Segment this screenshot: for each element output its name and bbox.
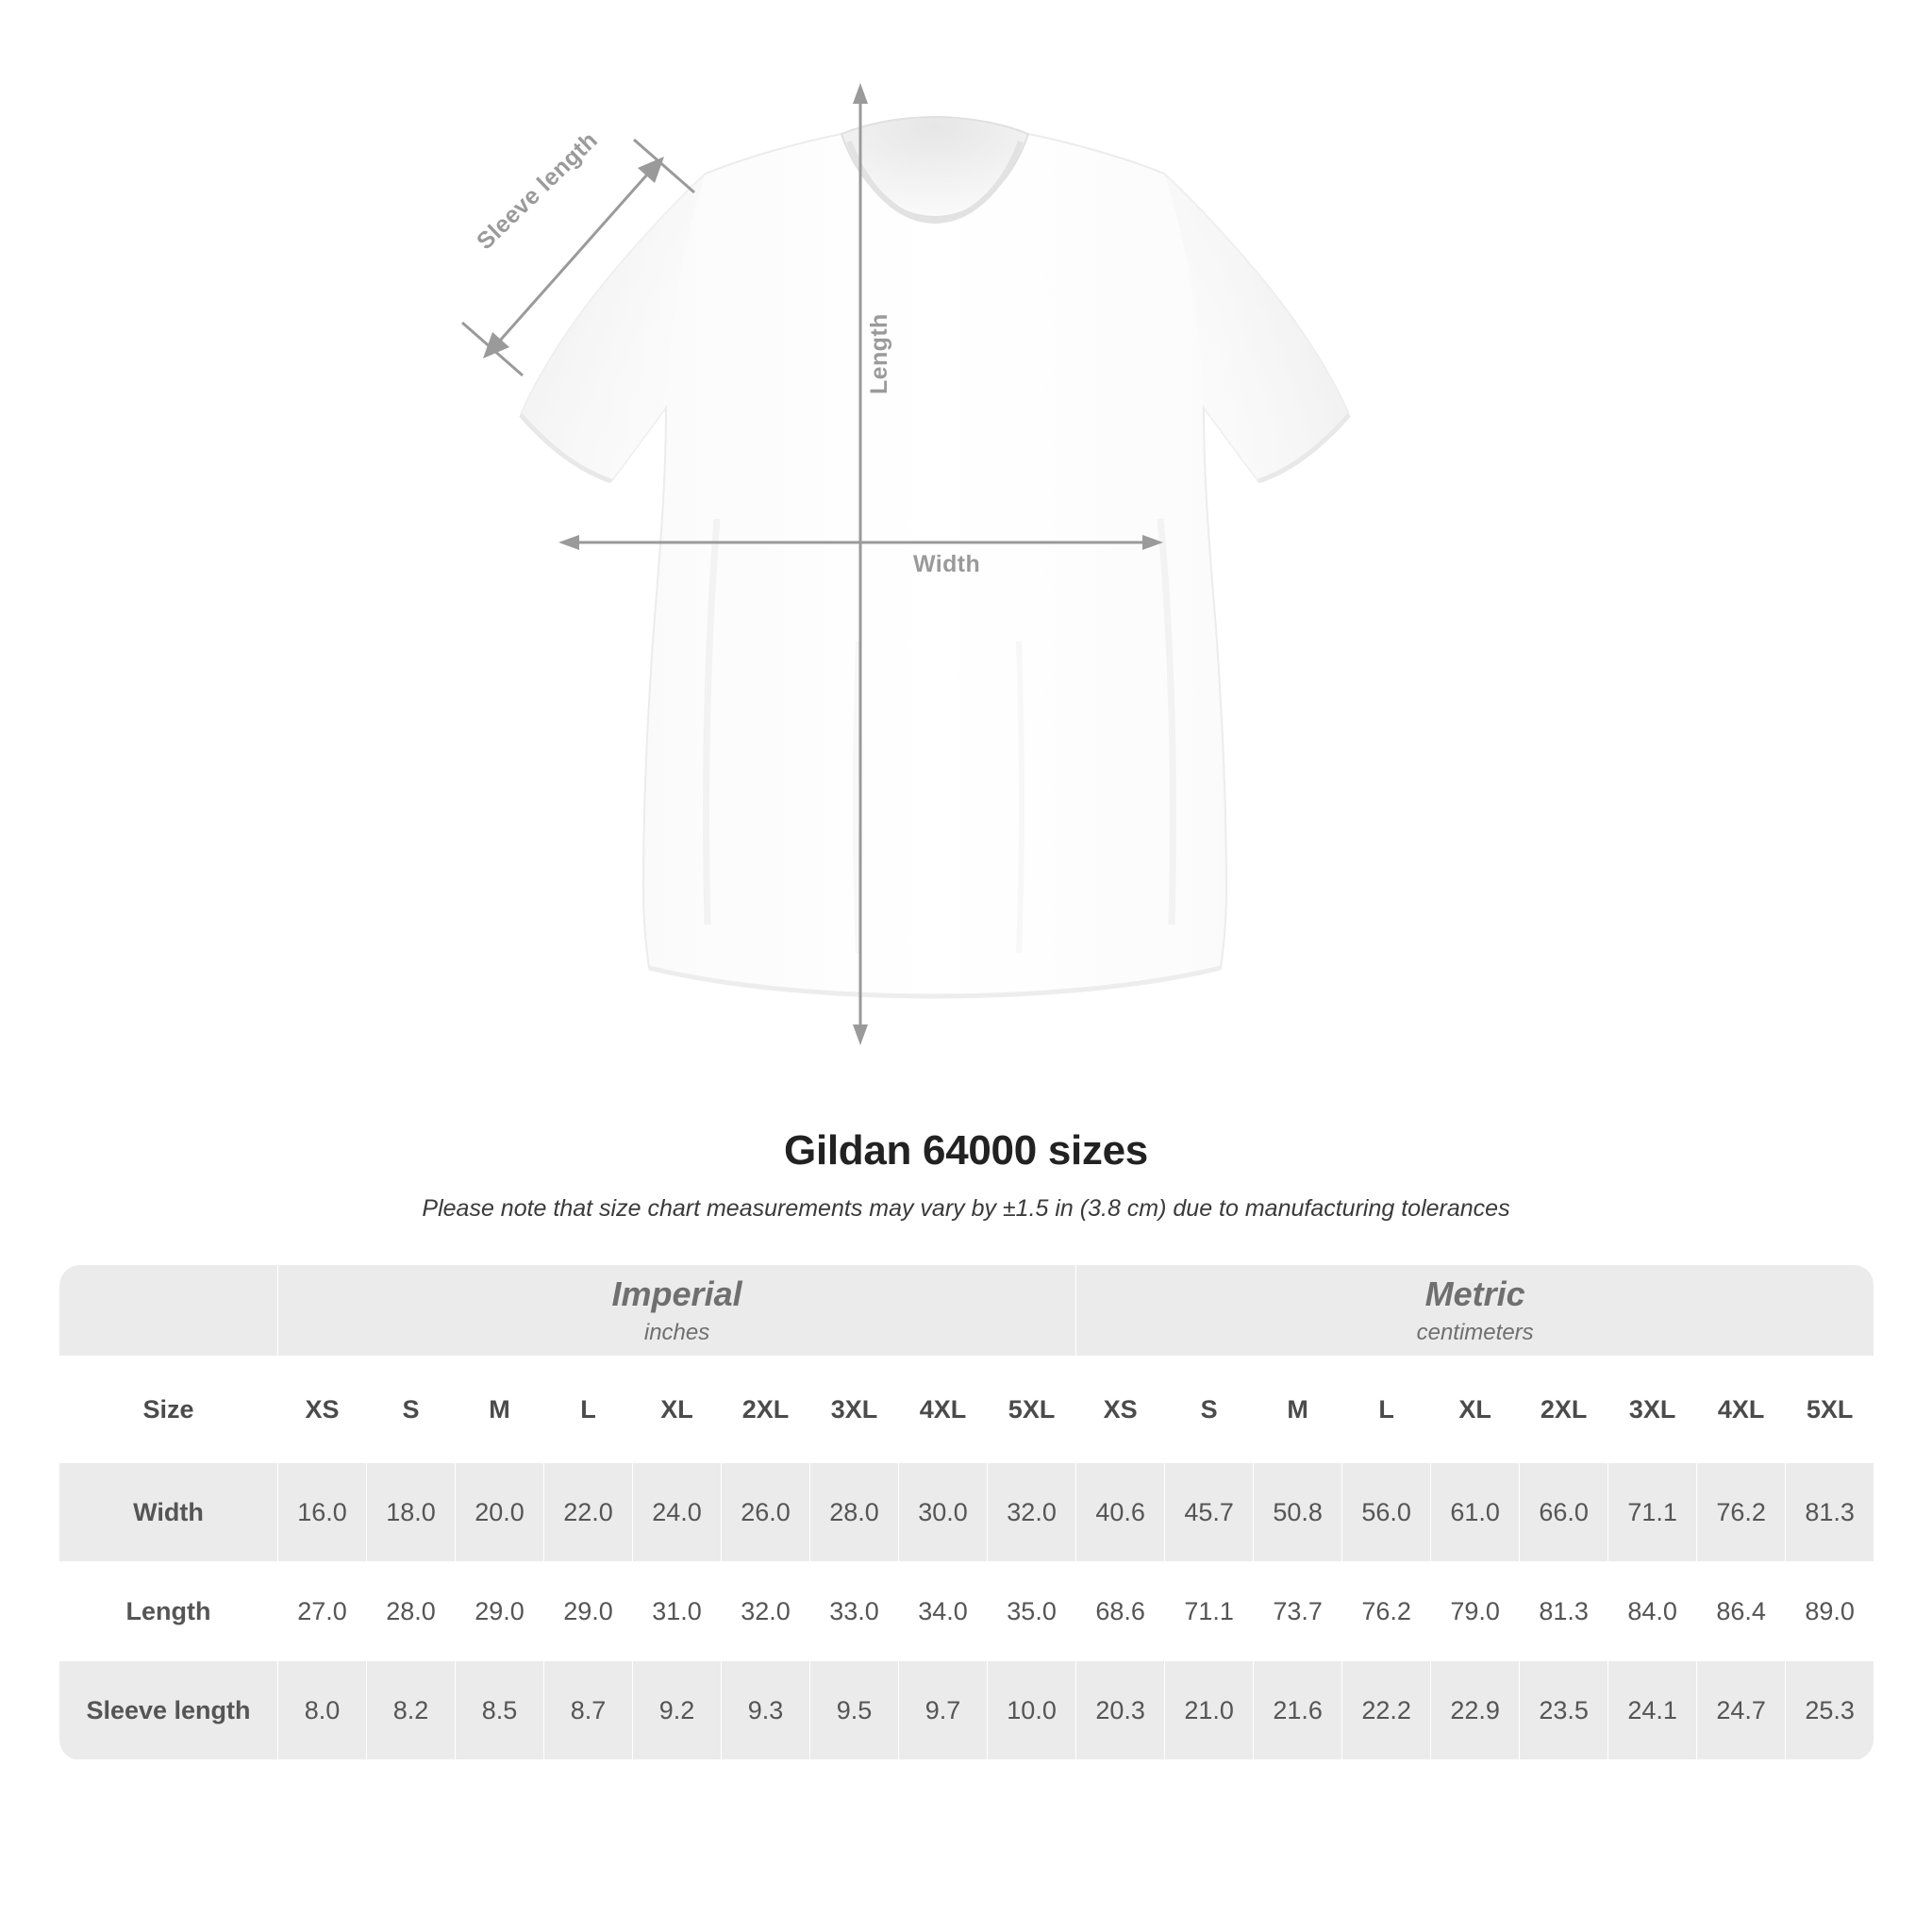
size-column-header: XS: [1076, 1357, 1165, 1463]
measurement-cell: 81.3: [1520, 1562, 1608, 1661]
measurement-cell: 21.0: [1165, 1661, 1254, 1760]
size-column-header: 2XL: [1520, 1357, 1608, 1463]
page-title: Gildan 64000 sizes: [784, 1127, 1148, 1174]
size-column-header: 3XL: [1608, 1357, 1697, 1463]
measurement-cell: 29.0: [544, 1562, 633, 1661]
size-table: [58, 1264, 1874, 1760]
measurement-cell: 66.0: [1520, 1463, 1608, 1562]
measurement-cell: 27.0: [278, 1562, 367, 1661]
measurement-cell: 33.0: [810, 1562, 899, 1661]
measurement-cell: 21.6: [1254, 1661, 1342, 1760]
size-column-header: S: [1165, 1357, 1254, 1463]
size-column-header: 4XL: [1697, 1357, 1786, 1463]
measurement-row-header: Width: [59, 1463, 278, 1562]
measurement-cell: 84.0: [1608, 1562, 1697, 1661]
size-column-header: 3XL: [810, 1357, 899, 1463]
measurement-cell: 16.0: [278, 1463, 367, 1562]
unit-header-row: [59, 1265, 1874, 1357]
table-row: [59, 1661, 1874, 1760]
size-header-row: [59, 1357, 1874, 1463]
measurement-cell: 86.4: [1697, 1562, 1786, 1661]
size-column-header: 5XL: [988, 1357, 1076, 1463]
measurement-cell: 23.5: [1520, 1661, 1608, 1760]
measurement-cell: 76.2: [1697, 1463, 1786, 1562]
measurement-cell: 31.0: [633, 1562, 722, 1661]
tolerance-note: Please note that size chart measurements may vary by ±1.5 in (3.8 cm) due to manufacturing tolerances: [422, 1195, 1510, 1222]
size-column-header: 4XL: [899, 1357, 988, 1463]
unit-group-name: Imperial: [611, 1274, 742, 1314]
measurement-cell: 29.0: [456, 1562, 544, 1661]
size-column-header: XL: [633, 1357, 722, 1463]
measurement-cell: 9.3: [722, 1661, 810, 1760]
measurement-cell: 28.0: [367, 1562, 456, 1661]
unit-group-name: Metric: [1424, 1274, 1525, 1314]
measurement-cell: 68.6: [1076, 1562, 1165, 1661]
unit-group-subtitle: centimeters: [1416, 1319, 1534, 1345]
measurement-cell: 9.7: [899, 1661, 988, 1760]
measurement-cell: 26.0: [722, 1463, 810, 1562]
measurement-cell: 22.9: [1431, 1661, 1520, 1760]
size-column-header: L: [544, 1357, 633, 1463]
measurement-cell: 8.5: [456, 1661, 544, 1760]
measurement-cell: 20.3: [1076, 1661, 1165, 1760]
measurement-cell: 22.0: [544, 1463, 633, 1562]
measurement-cell: 50.8: [1254, 1463, 1342, 1562]
measurement-cell: 20.0: [456, 1463, 544, 1562]
size-table-wrapper: [58, 1264, 1874, 1760]
size-row-header: Size: [59, 1357, 278, 1463]
measurement-cell: 61.0: [1431, 1463, 1520, 1562]
measurement-cell: 40.6: [1076, 1463, 1165, 1562]
measurement-cell: 34.0: [899, 1562, 988, 1661]
measurement-cell: 10.0: [988, 1661, 1076, 1760]
measurement-cell: 24.7: [1697, 1661, 1786, 1760]
unit-group-subtitle: inches: [643, 1319, 710, 1345]
measurement-cell: 89.0: [1786, 1562, 1874, 1661]
title-block: [0, 1127, 1932, 1223]
size-column-header: M: [1254, 1357, 1342, 1463]
size-column-header: L: [1342, 1357, 1431, 1463]
measurement-cell: 73.7: [1254, 1562, 1342, 1661]
measurement-cell: 32.0: [988, 1463, 1076, 1562]
measurement-cell: 9.2: [633, 1661, 722, 1760]
size-column-header: S: [367, 1357, 456, 1463]
measurement-cell: 25.3: [1786, 1661, 1874, 1760]
unit-header-spacer: [59, 1265, 278, 1357]
measurement-cell: 9.5: [810, 1661, 899, 1760]
measurement-cell: 22.2: [1342, 1661, 1431, 1760]
measurement-cell: 24.0: [633, 1463, 722, 1562]
size-column-header: XS: [278, 1357, 367, 1463]
measurement-cell: 8.2: [367, 1661, 456, 1760]
measurement-cell: 35.0: [988, 1562, 1076, 1661]
table-row: [59, 1463, 1874, 1562]
size-column-header: 5XL: [1786, 1357, 1874, 1463]
length-dimension-label: Length: [866, 313, 892, 394]
measurement-cell: 8.0: [278, 1661, 367, 1760]
measurement-cell: 28.0: [810, 1463, 899, 1562]
measurement-row-header: Length: [59, 1562, 278, 1661]
tshirt-icon: [406, 75, 1519, 1094]
size-column-header: M: [456, 1357, 544, 1463]
size-column-header: XL: [1431, 1357, 1520, 1463]
measurement-cell: 76.2: [1342, 1562, 1431, 1661]
measurement-row-header: Sleeve length: [59, 1661, 278, 1760]
size-column-header: 2XL: [722, 1357, 810, 1463]
measurement-cell: 30.0: [899, 1463, 988, 1562]
unit-group-imperial: [278, 1265, 1076, 1357]
width-dimension-label: Width: [913, 551, 981, 577]
measurement-cell: 71.1: [1608, 1463, 1697, 1562]
measurement-cell: 45.7: [1165, 1463, 1254, 1562]
measurement-cell: 32.0: [722, 1562, 810, 1661]
measurement-cell: 18.0: [367, 1463, 456, 1562]
table-row: [59, 1562, 1874, 1661]
unit-group-metric: [1076, 1265, 1874, 1357]
measurement-cell: 8.7: [544, 1661, 633, 1760]
measurement-cell: 71.1: [1165, 1562, 1254, 1661]
measurement-cell: 56.0: [1342, 1463, 1431, 1562]
measurement-cell: 24.1: [1608, 1661, 1697, 1760]
measurement-cell: 81.3: [1786, 1463, 1874, 1562]
sleeve-length-dimension-label: Sleeve length: [472, 126, 604, 256]
measurement-cell: 79.0: [1431, 1562, 1520, 1661]
